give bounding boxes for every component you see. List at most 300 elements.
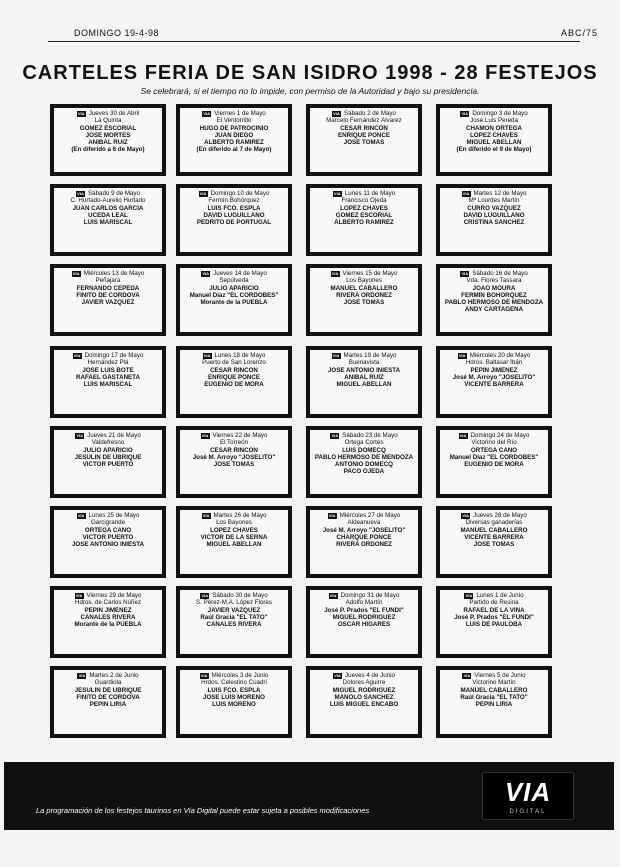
festejo-line: JOSE ANTONIO INIESTA — [71, 541, 145, 549]
festejo-line: RIVERA ORDOÑEZ — [336, 291, 392, 299]
festejo-line: MIGUEL RODRIGUEZ — [332, 686, 396, 694]
festejo-line: Manuel Díaz "EL CORDOBES" — [189, 291, 279, 299]
festejo-ganaderia: Valdefresno — [91, 439, 125, 447]
festejo-line: VICTOR PUERTO — [82, 533, 134, 541]
via-mini-logo-icon: VIA — [77, 190, 84, 196]
festejo-date-text: Lunes 1 de Junio — [476, 592, 524, 599]
festejo-date — [313, 672, 415, 679]
festejo-line: (En diferido a 6 de Mayo) — [71, 146, 145, 154]
festejo-line: Manuel Díaz "EL CORDOBES" — [449, 453, 539, 461]
via-mini-logo-icon: VIA — [461, 110, 469, 116]
festejo-ganaderia: Victorino del Río — [471, 439, 517, 447]
festejo-ganaderia: Ortega Cortés — [344, 439, 384, 447]
festejo-card — [306, 506, 422, 578]
festejo-date-text: Jueves 28 de Mayo — [473, 512, 527, 519]
festejo-line: Raúl Gracia "EL TATO" — [200, 613, 268, 621]
festejo-line: José M. Arroyo "JOSELITO" — [452, 373, 536, 381]
festejo-date-text: Domingo 17 de Mayo — [84, 352, 144, 359]
festejo-line: DAVID LUGUILLANO — [463, 211, 525, 219]
festejo-line: JOSE TOMAS — [343, 299, 385, 307]
festejo-line: ANIBAL RUIZ — [344, 373, 384, 381]
festejo-card — [176, 184, 292, 256]
festejo-card-body — [310, 590, 418, 654]
festejo-date-text: Martes 26 de Mayo — [213, 512, 267, 519]
festejo-card-body — [440, 670, 548, 734]
festejo-line: FINITO DE CORDOVA — [76, 291, 140, 299]
festejo-card-body — [440, 188, 548, 252]
festejo-line: José M. Arroyo "JOSELITO" — [192, 453, 276, 461]
festejo-date — [443, 512, 545, 519]
festejo-line: RAFAEL GASTAÑETA — [76, 373, 140, 381]
via-mini-logo-icon: VIA — [465, 592, 473, 598]
via-mini-logo-icon: VIA — [462, 512, 469, 518]
festejo-line: CANALES RIVERA — [206, 621, 262, 629]
festejo-line: (En diferido al 7 de Mayo) — [196, 146, 272, 154]
festejo-line: VICENTE BARRERA — [464, 533, 524, 541]
festejo-card — [176, 346, 292, 418]
festejo-line: MANUEL CABALLERO — [460, 526, 528, 534]
festejo-ganaderia: Hrdos. Celestino Cuadri — [201, 679, 267, 687]
festejo-card-body — [440, 430, 548, 494]
festejo-line: ANIBAL RUIZ — [88, 139, 128, 147]
festejo-card-body — [180, 188, 288, 252]
via-mini-logo-icon: VIA — [72, 270, 80, 276]
festejo-card-body — [180, 670, 288, 734]
festejo-line: ANTONIO DOMECQ — [335, 461, 393, 469]
festejo-line: JESULIN DE UBRIQUE — [74, 686, 142, 694]
festejo-line: ALBERTO RAMIREZ — [334, 219, 394, 227]
via-mini-logo-icon: VIA — [202, 512, 210, 518]
festejo-date — [313, 110, 415, 117]
festejo-line: FERMIN BOHORQUEZ — [461, 291, 527, 299]
festejo-ganaderia: S. Pérez-M.A. López Flores — [196, 599, 272, 607]
via-mini-logo-icon: VIA — [328, 512, 336, 518]
festejo-date-text: Martes 19 de Mayo — [343, 352, 397, 359]
via-mini-logo-icon: VIA — [459, 432, 467, 438]
festejo-card-body — [440, 590, 548, 654]
festejo-date — [183, 190, 285, 197]
festejo-line: JOSE MORTES — [85, 131, 131, 139]
festejo-card-body — [54, 108, 162, 172]
festejo-card — [306, 184, 422, 256]
festejo-date — [57, 352, 159, 359]
festejo-date-text: Viernes 1 de Mayo — [214, 110, 266, 117]
festejo-card — [436, 104, 552, 176]
festejo-date — [57, 672, 159, 679]
festejo-card-body — [54, 670, 162, 734]
festejo-date — [443, 270, 545, 277]
festejo-ganaderia: Partido de Resina — [469, 599, 519, 607]
festejo-date-text: Viernes 5 de Junio — [474, 672, 526, 679]
festejo-line: MIGUEL ABELLAN — [206, 541, 262, 549]
festejo-date-text: Viernes 15 de Mayo — [342, 270, 398, 277]
festejo-line: HUGO DE PATROCINIO — [199, 124, 269, 132]
festejo-card — [306, 586, 422, 658]
festejo-line: JULIO APARICIO — [209, 284, 259, 292]
festejo-line: JUAN DIEGO — [214, 131, 254, 139]
festejo-date-text: Sábado 9 de Mayo — [88, 190, 140, 197]
festejo-ganaderia: El Torreón — [219, 439, 249, 447]
festejo-ganaderia: Garcigrande — [90, 519, 126, 527]
festejo-card — [176, 666, 292, 738]
festejo-card — [306, 104, 422, 176]
festejo-line: CESAR RINCON — [340, 124, 388, 132]
festejo-card — [436, 666, 552, 738]
festejo-date — [443, 432, 545, 439]
festejo-ganaderia: Mª Lourdes Martín — [468, 197, 520, 205]
festejo-line: FERNANDO CEPEDA — [76, 284, 140, 292]
festejo-line: CESAR RINCON — [210, 366, 258, 374]
festejo-card — [176, 264, 292, 336]
festejo-line: ENRIQUE PONCE — [338, 131, 390, 139]
festejo-card — [306, 346, 422, 418]
festejo-date — [183, 432, 285, 439]
festejo-card — [50, 184, 166, 256]
festejo-line: LUIS DE PAULOBA — [465, 621, 523, 629]
festejo-card — [176, 426, 292, 498]
festejo-ganaderia: Marcelo Fernández Álvarez — [326, 117, 402, 125]
festejo-line: ORTEGA CANO — [84, 526, 132, 534]
festejo-card — [436, 426, 552, 498]
festejo-ganaderia: Fermín Bohórquez — [208, 197, 260, 205]
festejo-ganaderia: La Quinta — [94, 117, 122, 125]
via-mini-logo-icon: VIA — [73, 352, 81, 358]
via-mini-logo-icon: VIA — [78, 672, 86, 678]
festejo-line: MIGUEL ABELLAN — [466, 139, 522, 147]
festejo-line: CURRO VAZQUEZ — [467, 204, 521, 212]
festejo-ganaderia: Guardiola — [94, 679, 122, 687]
festejo-line: LUIS MIGUEL ENCABO — [329, 701, 399, 709]
festejo-date-text: Viernes 29 de Mayo — [86, 592, 142, 599]
festejo-line: CANALES RIVERA — [80, 613, 136, 621]
festejo-line: JAVIER VAZQUEZ — [207, 606, 261, 614]
festejo-card-body — [440, 108, 548, 172]
festejo-date-text: Jueves 14 de Mayo — [213, 270, 267, 277]
festejo-card-body — [180, 430, 288, 494]
festejo-line: MANUEL CABALLERO — [330, 284, 398, 292]
festejo-line: LOPEZ CHAVES — [470, 131, 518, 139]
festejo-ganaderia: Hdros. de Carlos Núñez — [74, 599, 142, 607]
festejo-card-body — [54, 268, 162, 332]
festejo-card — [50, 104, 166, 176]
festejo-date-text: Miércoles 20 de Mayo — [469, 352, 531, 359]
festejo-date — [183, 512, 285, 519]
festejo-card — [306, 426, 422, 498]
via-mini-logo-icon: VIA — [201, 432, 209, 438]
festejo-line: EUGENIO DE MORA — [204, 381, 264, 389]
festejo-card — [436, 346, 552, 418]
festejo-card — [176, 586, 292, 658]
festejo-ganaderia: Victorino Martín — [472, 679, 516, 687]
festejo-line: (En diferido el 9 de Mayo) — [456, 146, 532, 154]
festejo-card-body — [180, 510, 288, 574]
festejo-date — [443, 672, 545, 679]
festejo-ganaderia: Vda. Flores Tassara — [466, 277, 522, 285]
festejo-card — [436, 264, 552, 336]
festejo-ganaderia: Buenavista — [348, 359, 380, 367]
festejo-card-body — [180, 108, 288, 172]
festejo-line: Morante de la PUEBLA — [74, 621, 142, 629]
festejo-ganaderia: Aldeanueva — [347, 519, 381, 527]
festejo-date — [443, 592, 545, 599]
festejo-card-body — [310, 670, 418, 734]
festejo-card-body — [54, 188, 162, 252]
via-mini-logo-icon: VIA — [462, 190, 470, 196]
festejo-date-text: Viernes 22 de Mayo — [212, 432, 268, 439]
festejo-line: CRISTINA SANCHEZ — [463, 219, 525, 227]
banner-note: La programación de los festejos taurinos en Vía Digital puede estar sujeta a posibles modificaciones — [36, 806, 370, 815]
festejo-line: CESAR RINCON — [210, 446, 258, 454]
festejo-ganaderia: C. Hurtado-Aurelio Hurtado — [70, 197, 146, 205]
festejo-line: JOAO MOURA — [472, 284, 516, 292]
festejo-line: PABLO HERMOSO DE MENDOZA — [314, 453, 414, 461]
festejo-date-text: Lunes 18 de Mayo — [214, 352, 266, 359]
via-mini-logo-icon: VIA — [332, 352, 340, 358]
festejo-date-text: Sábado 16 de Mayo — [472, 270, 528, 277]
festejo-date-text: Domingo 3 de Mayo — [472, 110, 528, 117]
festejo-ganaderia: Francisco Ojeda — [341, 197, 387, 205]
festejo-date-text: Domingo 31 de Mayo — [340, 592, 400, 599]
festejo-card-body — [310, 350, 418, 414]
festejo-date-text: Sábado 30 de Mayo — [212, 592, 268, 599]
festejo-card — [50, 426, 166, 498]
festejo-line: DAVID LUGUILLANO — [203, 211, 265, 219]
festejo-date-text: Lunes 11 de Mayo — [344, 190, 396, 197]
festejo-line: JOSE TOMAS — [473, 541, 515, 549]
header-date: DOMINGO 19-4-98 — [74, 28, 160, 38]
festejo-card — [436, 184, 552, 256]
festejo-ganaderia: Puerto de San Lorenzo — [202, 359, 266, 367]
festejo-date-text: Jueves 21 de Mayo — [87, 432, 141, 439]
festejo-date — [57, 190, 159, 197]
via-mini-logo-icon: VIA — [203, 110, 211, 116]
via-mini-logo-icon: VIA — [202, 270, 209, 276]
festejo-date — [57, 512, 159, 519]
festejo-card — [436, 586, 552, 658]
festejo-card-body — [54, 510, 162, 574]
festejo-date-text: Martes 12 de Mayo — [473, 190, 527, 197]
festejo-ganaderia: Adolfo Martín — [345, 599, 383, 607]
via-mini-logo-icon: VIA — [331, 432, 339, 438]
festejo-line: ENRIQUE PONCE — [208, 373, 260, 381]
festejo-card-body — [180, 268, 288, 332]
festejo-line: GOMEZ ESCORIAL — [335, 211, 393, 219]
page-header — [0, 28, 620, 42]
festejo-line: MIGUEL ABELLAN — [336, 381, 392, 389]
festejo-line: LOPEZ CHAVES — [210, 526, 258, 534]
festejo-card — [176, 506, 292, 578]
festejo-line: JOSE TOMAS — [343, 139, 385, 147]
festejo-date — [313, 352, 415, 359]
festejo-line: VICENTE BARRERA — [464, 381, 524, 389]
festejo-line: MANOLO SANCHEZ — [334, 693, 394, 701]
festejo-line: LUIS FCO. ESPLA — [207, 204, 261, 212]
page-subtitle: Se celebrará, si el tiempo no lo impide, con permiso de la Autoridad y bajo su presidencia. — [140, 86, 480, 96]
via-mini-logo-icon: VIA — [458, 352, 466, 358]
festejo-card-body — [54, 590, 162, 654]
via-mini-logo-icon: VIA — [77, 110, 85, 116]
festejo-date — [57, 270, 159, 277]
festejo-ganaderia: Los Bayones — [216, 519, 252, 527]
festejo-date-text: Sábado 2 de Mayo — [344, 110, 396, 117]
festejo-line: JAVIER VAZQUEZ — [81, 299, 135, 307]
festejo-line: LUIS MARISCAL — [83, 381, 133, 389]
festejo-line: PEPIN LIRIA — [475, 701, 513, 709]
festejo-line: PEPIN JIMENEZ — [84, 606, 132, 614]
festejo-date-text: Jueves 4 de Junio — [345, 672, 395, 679]
festejo-card-body — [310, 108, 418, 172]
festejo-line: LOPEZ CHAVES — [340, 204, 388, 212]
festejo-ganaderia: Dolores Aguirre — [342, 679, 386, 687]
festejo-date — [443, 190, 545, 197]
festejo-line: JULIO APARICIO — [83, 446, 133, 454]
festejo-date — [443, 110, 545, 117]
header-rule — [48, 41, 580, 42]
festejo-ganaderia: Los Bayones — [346, 277, 382, 285]
festejo-ganaderia: Diversas ganaderías — [465, 519, 523, 527]
festejo-line: CHAMON ORTEGA — [465, 124, 523, 132]
festejo-date — [313, 432, 415, 439]
festejo-line: PACO OJEDA — [343, 468, 385, 476]
festejo-line: VICTOR PUERTO — [82, 461, 134, 469]
festejo-card-body — [54, 430, 162, 494]
festejo-line: RAFAEL DE LA VIÑA — [463, 606, 525, 614]
festejo-line: LUIS MORENO — [212, 701, 256, 709]
festejo-card — [50, 264, 166, 336]
festejo-line: JOSE TOMAS — [213, 461, 255, 469]
via-mini-logo-icon: VIA — [461, 270, 469, 276]
via-mini-logo-icon: VIA — [463, 672, 471, 678]
via-mini-logo-icon: VIA — [334, 672, 341, 678]
via-mini-logo-icon: VIA — [333, 110, 340, 116]
festejo-ganaderia: El Ventorrillo — [216, 117, 252, 125]
via-mini-logo-icon: VIA — [199, 190, 207, 196]
via-mini-logo-icon: VIA — [76, 432, 83, 438]
banner-slogan: La televisión personal — [470, 818, 558, 828]
via-digital-logo — [482, 772, 574, 820]
festejo-date-text: Domingo 10 de Mayo — [210, 190, 270, 197]
festejo-line: JESULIN DE UBRIQUE — [74, 453, 142, 461]
festejo-line: JOSE LUIS BOTE — [82, 366, 134, 374]
festejo-line: PABLO HERMOSO DE MENDOZA — [444, 299, 544, 307]
festejo-card-body — [180, 590, 288, 654]
via-mini-logo-icon: VIA — [203, 352, 211, 358]
festejo-date-text: Martes 2 de Junio — [89, 672, 139, 679]
festejo-card-body — [310, 268, 418, 332]
festejo-ganaderia: Hernández Plá — [87, 359, 129, 367]
via-logo-subtext: DIGITAL — [509, 809, 547, 815]
festejo-line: MIGUEL RODRIGUEZ — [332, 613, 396, 621]
festejo-card — [50, 506, 166, 578]
festejo-card-body — [440, 350, 548, 414]
festejo-date — [313, 270, 415, 277]
festejo-line: ANDY CARTAGENA — [464, 306, 524, 314]
festejo-line: ALBERTO RAMIREZ — [204, 139, 264, 147]
festejo-line: PEPIN JIMENEZ — [470, 366, 518, 374]
header-page: ABC/75 — [560, 28, 598, 38]
festejo-card-body — [440, 268, 548, 332]
festejo-card-body — [310, 430, 418, 494]
festejo-line: JOSE ANTONIO INIESTA — [327, 366, 401, 374]
festejo-line: CHARQUE PONCE — [336, 533, 392, 541]
festejo-line: RIVERA ORDOÑEZ — [336, 541, 392, 549]
festejo-line: José P. Prados "EL FUNDI" — [454, 613, 534, 621]
festejo-date — [183, 110, 285, 117]
festejo-line: PEPIN LIRIA — [89, 701, 127, 709]
festejo-ganaderia: Peñajara — [95, 277, 121, 285]
festejo-card — [50, 346, 166, 418]
via-mini-logo-icon: VIA — [200, 672, 208, 678]
via-mini-logo-icon: VIA — [333, 190, 341, 196]
festejo-line: JUAN CARLOS GARCIA — [72, 204, 144, 212]
festejo-ganaderia: Sepúlveda — [219, 277, 249, 285]
festejo-date — [313, 512, 415, 519]
festejo-card — [306, 264, 422, 336]
festejo-card — [176, 104, 292, 176]
festejo-line: PEDRITO DE PORTUGAL — [196, 219, 272, 227]
via-mini-logo-icon: VIA — [77, 512, 85, 518]
festejo-date-text: Lunes 25 de Mayo — [88, 512, 140, 519]
festejo-line: EUGENIO DE MORA — [464, 461, 524, 469]
festejo-ganaderia: Hdros. Baltasar Ibán — [465, 359, 523, 367]
festejo-line: José P. Prados "EL FUNDI" — [324, 606, 404, 614]
festejo-line: MANUEL CABALLERO — [460, 686, 528, 694]
via-mini-logo-icon: VIA — [329, 592, 337, 598]
festejo-date-text: Miércoles 27 de Mayo — [339, 512, 401, 519]
festejo-date-text: Miércoles 3 de Junio — [211, 672, 269, 679]
via-logo-text: VIA — [504, 777, 552, 807]
festejo-line: UCEDA LEAL — [88, 211, 128, 219]
festejo-card — [306, 666, 422, 738]
festejo-date — [313, 592, 415, 599]
festejo-card — [50, 666, 166, 738]
festejo-date-text: Jueves 30 de Abril — [88, 110, 140, 117]
festejo-line: LUIS FCO. ESPLA — [207, 686, 261, 694]
festejo-card-body — [310, 188, 418, 252]
festejo-line: LUIS MARISCAL — [83, 219, 133, 227]
festejo-date — [183, 672, 285, 679]
via-mini-logo-icon: VIA — [201, 592, 209, 598]
festejo-card-body — [54, 350, 162, 414]
festejo-date — [57, 110, 159, 117]
festejo-date — [57, 592, 159, 599]
festejo-ganaderia: José Luis Pereda — [470, 117, 518, 125]
festejo-card-body — [180, 350, 288, 414]
festejo-date — [183, 270, 285, 277]
festejo-card — [436, 506, 552, 578]
festejo-date — [57, 432, 159, 439]
festejo-date — [443, 352, 545, 359]
festejo-date — [313, 190, 415, 197]
festejo-line: Morante de la PUEBLA — [200, 299, 268, 307]
festejo-line: José M. Arroyo "JOSELITO" — [322, 526, 406, 534]
festejo-line: OSCAR HIGARES — [337, 621, 391, 629]
via-mini-logo-icon: VIA — [75, 592, 83, 598]
festejo-line: VICTOR DE LA SERNA — [200, 533, 268, 541]
festejo-date-text: Sábado 23 de Mayo — [342, 432, 398, 439]
via-mini-logo-icon: VIA — [331, 270, 339, 276]
page-title: CARTELES FERIA DE SAN ISIDRO 1998 - 28 FESTEJOS — [22, 62, 598, 84]
festejo-card-body — [440, 510, 548, 574]
festejo-date — [183, 352, 285, 359]
festejo-line: JOSE LUIS MORENO — [203, 693, 265, 701]
festejo-line: ORTEGA CANO — [470, 446, 518, 454]
festejo-line: GOMEZ ESCORIAL — [79, 124, 137, 132]
festejo-date-text: Miércoles 13 de Mayo — [83, 270, 145, 277]
festejo-line: FINITO DE CORDOVA — [76, 693, 140, 701]
festejo-line: LUIS DOMECQ — [342, 446, 386, 454]
festejo-card-body — [310, 510, 418, 574]
